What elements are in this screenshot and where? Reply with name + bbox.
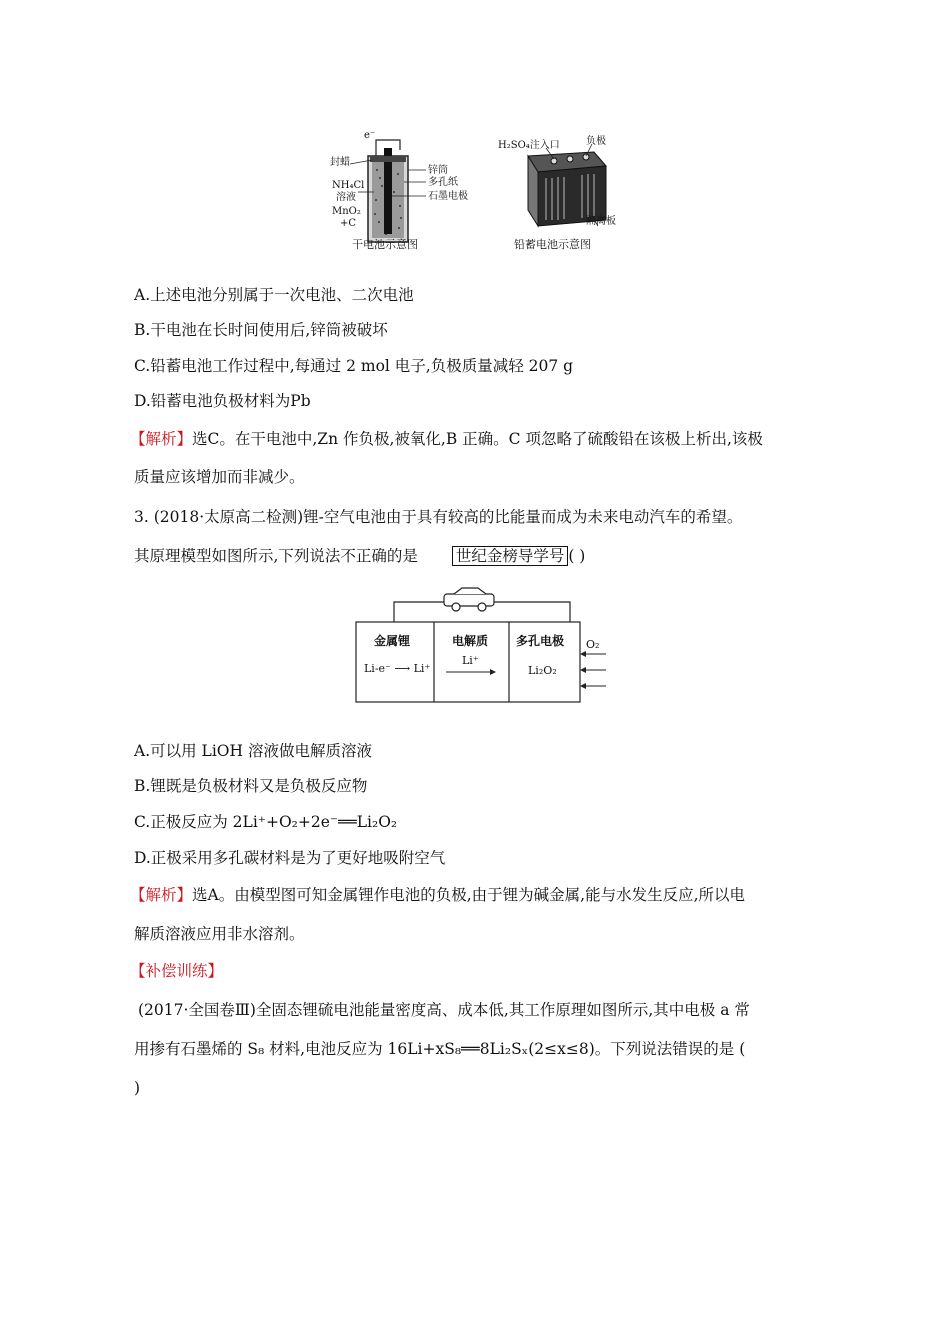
dry-cell-electron-label: e⁻ xyxy=(364,130,376,141)
q2-analysis-line2: 质量应该增加而非减少。 xyxy=(134,468,305,486)
q3-option-c: C.正极反应为 2Li⁺+O₂+2e⁻══Li₂O₂ xyxy=(134,813,398,831)
lead-battery-inlet-label: H₂SO₄注入口 xyxy=(498,140,560,151)
q3-boxed-tag: 世纪金榜导学号 xyxy=(452,546,569,566)
li-air-figure xyxy=(354,586,610,706)
q3-analysis-text: 选A。由模型图可知金属锂作电池的负极,由于锂为碱金属,能与水发生反应,所以电 xyxy=(192,886,745,904)
lead-battery-separator-label: 隔离板 xyxy=(586,216,616,227)
dry-cell-label-c: +C xyxy=(340,218,357,229)
q3-analysis-line1 xyxy=(130,885,745,905)
dry-cell-figure xyxy=(330,130,470,255)
q2-option-d: D.铅蓄电池负极材料为Pb xyxy=(134,392,311,410)
supplement-title: 【补偿训练】 xyxy=(130,962,224,980)
q3-option-a: A.可以用 LiOH 溶液做电解质溶液 xyxy=(134,742,372,760)
dry-cell-label-seal: 封蜡 xyxy=(330,157,350,168)
q2-analysis-line1 xyxy=(130,429,763,449)
li-air-col3-title: 多孔电极 xyxy=(516,634,565,648)
dry-cell-caption: 干电池示意图 xyxy=(352,238,418,251)
lead-battery-negative-label: 负极 xyxy=(586,136,606,147)
lead-battery-caption: 铅蓄电池示意图 xyxy=(514,238,591,251)
dry-cell-label-paper: 多孔纸 xyxy=(428,177,458,188)
dry-cell-label-graphite: 石墨电极 xyxy=(428,191,468,202)
q3-stem-text: 其原理模型如图所示,下列说法不正确的是 xyxy=(134,547,418,565)
li-air-col2-title: 电解质 xyxy=(452,634,489,648)
supplement-line3: ) xyxy=(134,1079,141,1097)
dry-cell-label-solution: 溶液 xyxy=(336,192,356,203)
li-air-col1-reaction: Li-e⁻ ⟶ Li⁺ xyxy=(364,662,431,675)
dry-cell-label-nh4cl: NH₄Cl xyxy=(332,180,365,191)
q2-option-b: B.干电池在长时间使用后,锌筒被破坏 xyxy=(134,321,388,339)
dry-cell-label-mno2: MnO₂ xyxy=(332,206,361,217)
supplement-line1: (2017·全国卷Ⅲ)全固态锂硫电池能量密度高、成本低,其工作原理如图所示,其中电极 a 常 xyxy=(138,1001,750,1019)
q3-option-b: B.锂既是负极材料又是负极反应物 xyxy=(134,777,368,795)
q2-analysis-text: 选C。在干电池中,Zn 作负极,被氧化,B 正确。C 项忽略了硫酸铅在该极上析出,该极 xyxy=(192,430,763,448)
li-air-col3-product: Li₂O₂ xyxy=(528,664,557,677)
q3-stem-line2 xyxy=(134,546,585,566)
q3-blank: ( ) xyxy=(568,547,586,565)
li-air-col1-title: 金属锂 xyxy=(374,634,411,648)
supplement-line2: 用掺有石墨烯的 S₈ 材料,电池反应为 16Li+xS₈══8Li₂Sₓ(2≤x≤8)。下列说法错误的是 ( xyxy=(134,1040,746,1058)
li-air-gas-label: O₂ xyxy=(586,638,600,651)
q3-stem-line1: 3. (2018·太原高二检测)锂-空气电池由于具有较高的比能量而成为未来电动汽车的希望。 xyxy=(134,508,743,526)
li-air-col2-ion: Li⁺ xyxy=(462,654,479,667)
q3-option-d: D.正极采用多孔碳材料是为了更好地吸附空气 xyxy=(134,849,446,867)
dry-cell-label-zinc: 锌筒 xyxy=(428,165,448,176)
q2-option-a: A.上述电池分别属于一次电池、二次电池 xyxy=(134,286,414,304)
lead-battery-figure xyxy=(494,134,624,254)
q2-option-c: C.铅蓄电池工作过程中,每通过 2 mol 电子,负极质量减轻 207 g xyxy=(134,357,574,375)
q3-analysis-line2: 解质溶液应用非水溶剂。 xyxy=(134,925,305,943)
q2-analysis-tag: 【解析】 xyxy=(130,430,193,448)
q3-analysis-tag: 【解析】 xyxy=(130,886,193,904)
